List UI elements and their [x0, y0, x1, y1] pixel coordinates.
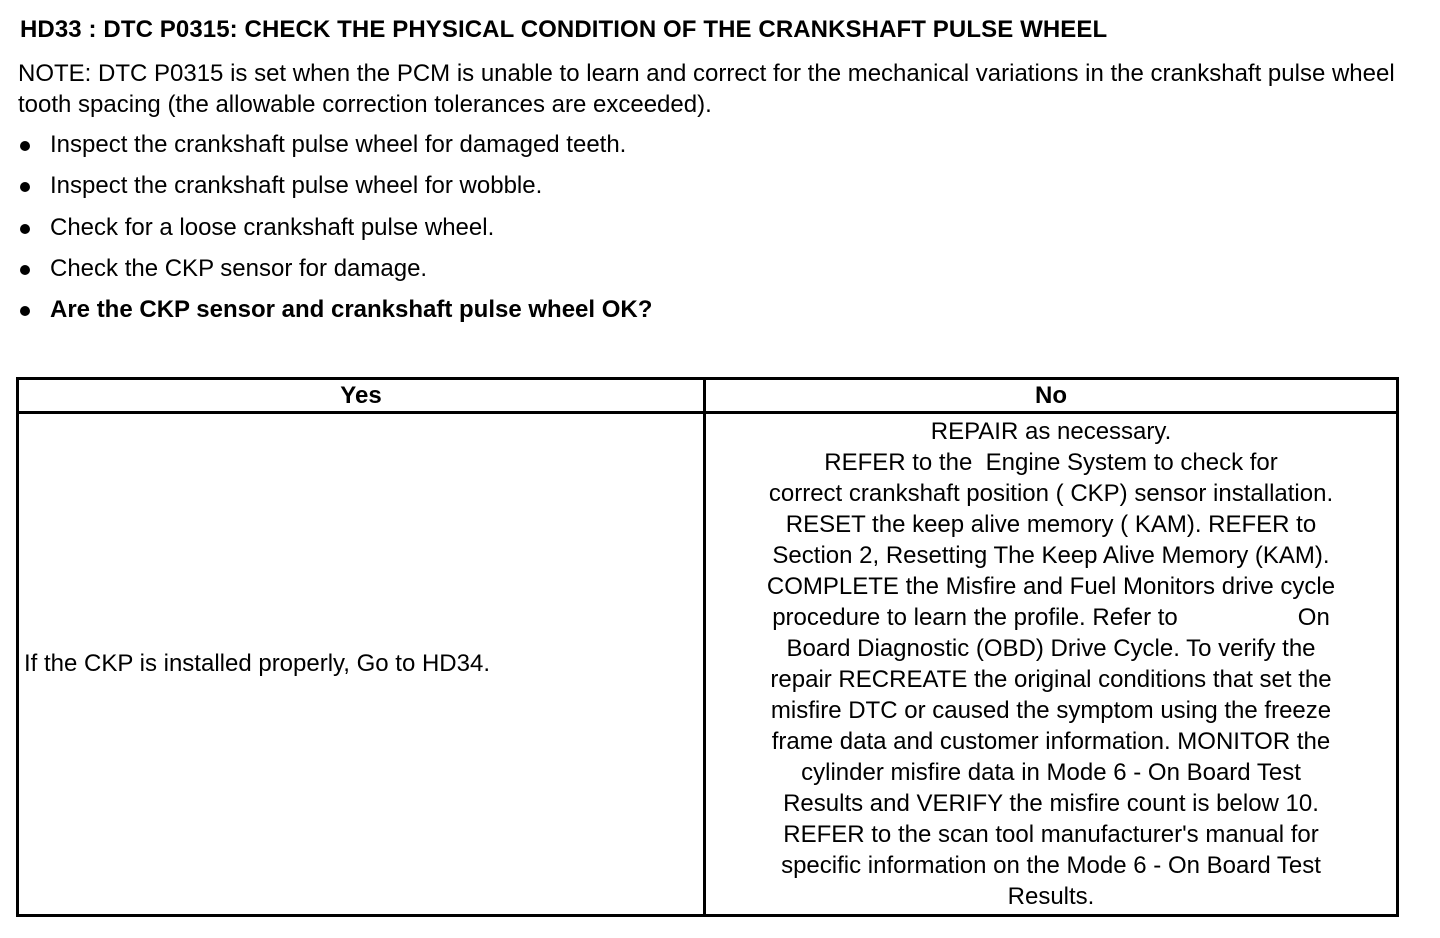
step-text: Check for a loose crankshaft pulse wheel. — [50, 213, 495, 241]
no-cell-line: Results and VERIFY the misfire count is below 10. — [783, 790, 1319, 817]
list-item — [18, 129, 652, 170]
step-text: Check the CKP sensor for damage. — [50, 254, 428, 282]
no-cell-line: Board Diagnostic (OBD) Drive Cycle. To verify the — [786, 635, 1316, 662]
no-cell-line: procedure to learn the profile. Refer to On — [772, 604, 1330, 631]
note-paragraph: NOTE: DTC P0315 is set when the PCM is unable to learn and correct for the mechanical variations in the crankshaft pulse wheel tooth spacing (the allowable correction tolerances are exceeded). — [18, 60, 1395, 118]
no-cell-line: specific information on the Mode 6 - On Board Test — [781, 852, 1321, 879]
bullet-icon — [20, 141, 30, 151]
list-item — [18, 212, 652, 253]
no-cell-line: RESET the keep alive memory ( KAM). REFER to — [785, 511, 1317, 538]
bullet-icon — [20, 224, 30, 234]
step-text: Inspect the crankshaft pulse wheel for damaged teeth. — [50, 131, 627, 158]
yes-cell: If the CKP is installed properly, Go to HD34. — [18, 413, 705, 916]
no-cell-line: REPAIR as necessary. — [930, 418, 1172, 445]
list-item — [18, 170, 652, 211]
bullet-icon — [20, 182, 30, 192]
question-text: Are the CKP sensor and crankshaft pulse wheel OK? — [50, 296, 653, 324]
no-cell-line: repair RECREATE the original conditions that set the — [770, 666, 1332, 693]
no-cell-line: correct crankshaft position ( CKP) sensor installation. — [768, 480, 1334, 507]
yes-column-header: Yes — [18, 379, 705, 413]
yes-no-table — [16, 377, 1399, 917]
no-cell-line: Results. — [1007, 883, 1095, 910]
no-cell — [705, 413, 1398, 916]
no-column-header: No — [705, 379, 1398, 413]
table-row — [18, 413, 1398, 916]
bullet-icon — [20, 306, 30, 316]
no-cell-line: cylinder misfire data in Mode 6 - On Board Test — [801, 759, 1301, 786]
no-cell-line: frame data and customer information. MONITOR the — [771, 728, 1331, 755]
no-cell-line: REFER to the Engine System to check for — [824, 449, 1278, 476]
no-cell-line: Section 2, Resetting The Keep Alive Memory (KAM). — [772, 542, 1330, 569]
inspection-steps-list — [18, 129, 652, 335]
list-item — [18, 253, 652, 294]
page-title: HD33 : DTC P0315: CHECK THE PHYSICAL CONDITION OF THE CRANKSHAFT PULSE WHEEL — [20, 16, 1108, 43]
no-cell-line: COMPLETE the Misfire and Fuel Monitors drive cycle — [766, 573, 1336, 600]
no-cell-line: misfire DTC or caused the symptom using the freeze — [770, 697, 1332, 724]
no-cell-line: REFER to the scan tool manufacturer's manual for — [783, 821, 1319, 848]
bullet-icon — [20, 265, 30, 275]
question-item — [18, 294, 652, 335]
table-header-row — [18, 379, 1398, 413]
step-text: Inspect the crankshaft pulse wheel for wobble. — [50, 172, 543, 200]
